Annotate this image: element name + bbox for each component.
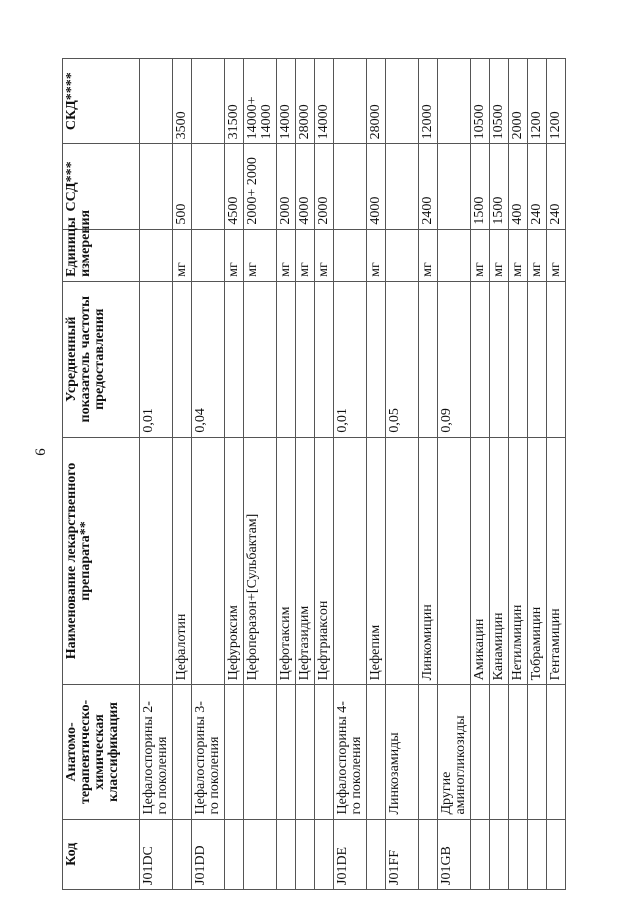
cell-ssd: 1500 (471, 144, 490, 229)
table-row (509, 59, 528, 890)
cell-code (277, 819, 296, 889)
cell-unit: мг (244, 229, 277, 281)
cell-frequency: 0,04 (192, 281, 225, 437)
cell-drug-name: Цефепим (367, 437, 386, 685)
cell-atc-class (547, 685, 566, 819)
cell-ssd (334, 144, 367, 229)
cell-frequency (225, 281, 244, 437)
cell-drug-name (140, 437, 173, 685)
cell-ssd: 4000 (296, 144, 315, 229)
cell-drug-name: Гентамицин (547, 437, 566, 685)
cell-code (471, 819, 490, 889)
cell-unit (438, 229, 471, 281)
cell-unit: мг (490, 229, 509, 281)
cell-ssd (192, 144, 225, 229)
cell-unit: мг (173, 229, 192, 281)
cell-atc-class (296, 685, 315, 819)
cell-skd (438, 59, 471, 144)
cell-drug-name: Цефуроксим (225, 437, 244, 685)
cell-ssd: 240 (547, 144, 566, 229)
cell-atc-class: Цефалоспорины 2-го поколения (140, 685, 173, 819)
cell-frequency: 0,09 (438, 281, 471, 437)
cell-frequency (528, 281, 547, 437)
table-row (244, 59, 277, 890)
header-atc-class: Анатомо-терапевтическо-химическая классификация (63, 685, 140, 819)
cell-drug-name: Канамицин (490, 437, 509, 685)
cell-drug-name: Цефотаксим (277, 437, 296, 685)
cell-atc-class (509, 685, 528, 819)
cell-atc-class (173, 685, 192, 819)
cell-atc-class: Другие аминогликозиды (438, 685, 471, 819)
table-row (140, 59, 173, 890)
cell-drug-name: Цефоперазон+[Сульбактам] (244, 437, 277, 685)
header-skd: СКД**** (63, 59, 140, 144)
cell-code: J01FF (386, 819, 419, 889)
table-row (277, 59, 296, 890)
cell-frequency: 0,05 (386, 281, 419, 437)
cell-frequency (419, 281, 438, 437)
cell-ssd: 1500 (490, 144, 509, 229)
cell-code: J01DD (192, 819, 225, 889)
cell-drug-name: Нетилмицин (509, 437, 528, 685)
cell-ssd (386, 144, 419, 229)
cell-code (419, 819, 438, 889)
table-row (367, 59, 386, 890)
table-row (334, 59, 367, 890)
cell-unit: мг (509, 229, 528, 281)
cell-skd: 14000 (277, 59, 296, 144)
cell-atc-class: Линкозамиды (386, 685, 419, 819)
page-number: 9 (31, 448, 48, 456)
cell-atc-class (225, 685, 244, 819)
cell-frequency: 0,01 (140, 281, 173, 437)
table-row (438, 59, 471, 890)
table-row (225, 59, 244, 890)
cell-code (528, 819, 547, 889)
cell-drug-name (192, 437, 225, 685)
table-header-row (63, 59, 140, 890)
cell-drug-name: Цефалотин (173, 437, 192, 685)
cell-frequency: 0,01 (334, 281, 367, 437)
cell-unit (140, 229, 173, 281)
cell-code: J01DE (334, 819, 367, 889)
cell-unit: мг (528, 229, 547, 281)
cell-code (315, 819, 334, 889)
cell-frequency (490, 281, 509, 437)
table-row (173, 59, 192, 890)
cell-frequency (244, 281, 277, 437)
cell-unit: мг (315, 229, 334, 281)
cell-unit: мг (277, 229, 296, 281)
cell-unit: мг (367, 229, 386, 281)
cell-code (547, 819, 566, 889)
cell-skd: 3500 (173, 59, 192, 144)
table-row (296, 59, 315, 890)
cell-ssd: 2000 (315, 144, 334, 229)
cell-unit: мг (471, 229, 490, 281)
cell-drug-name: Цефтриаксон (315, 437, 334, 685)
cell-frequency (277, 281, 296, 437)
cell-unit: мг (225, 229, 244, 281)
drug-table (62, 58, 566, 890)
cell-skd (140, 59, 173, 144)
cell-ssd: 500 (173, 144, 192, 229)
cell-atc-class (419, 685, 438, 819)
cell-atc-class: Цефалоспорины 3-го поколения (192, 685, 225, 819)
cell-ssd: 400 (509, 144, 528, 229)
table-row (547, 59, 566, 890)
cell-frequency (509, 281, 528, 437)
cell-skd: 2000 (509, 59, 528, 144)
cell-skd: 12000 (419, 59, 438, 144)
cell-unit: мг (547, 229, 566, 281)
cell-frequency (471, 281, 490, 437)
header-ssd: ССД*** (63, 144, 140, 229)
table-row (192, 59, 225, 890)
table-row (419, 59, 438, 890)
header-unit: Единицы измерения (63, 229, 140, 281)
cell-frequency (173, 281, 192, 437)
cell-skd: 10500 (490, 59, 509, 144)
cell-frequency (367, 281, 386, 437)
cell-ssd: 2400 (419, 144, 438, 229)
table-body (140, 59, 566, 890)
cell-ssd: 4000 (367, 144, 386, 229)
cell-skd: 14000+ 14000 (244, 59, 277, 144)
cell-ssd: 2000 (277, 144, 296, 229)
cell-atc-class (490, 685, 509, 819)
cell-code (225, 819, 244, 889)
cell-atc-class (244, 685, 277, 819)
cell-frequency (315, 281, 334, 437)
cell-drug-name (386, 437, 419, 685)
cell-frequency (547, 281, 566, 437)
cell-unit (192, 229, 225, 281)
cell-code (367, 819, 386, 889)
cell-skd: 31500 (225, 59, 244, 144)
cell-skd: 10500 (471, 59, 490, 144)
cell-unit (334, 229, 367, 281)
cell-code: J01DC (140, 819, 173, 889)
table-row (386, 59, 419, 890)
cell-atc-class (277, 685, 296, 819)
cell-code (296, 819, 315, 889)
cell-unit (386, 229, 419, 281)
table-row (490, 59, 509, 890)
cell-ssd: 240 (528, 144, 547, 229)
header-frequency: Усредненный показатель частоты предоставления (63, 281, 140, 437)
cell-skd (386, 59, 419, 144)
cell-skd: 28000 (296, 59, 315, 144)
cell-skd: 28000 (367, 59, 386, 144)
cell-atc-class: Цефалоспорины 4-го поколения (334, 685, 367, 819)
cell-skd (334, 59, 367, 144)
cell-atc-class (315, 685, 334, 819)
cell-atc-class (367, 685, 386, 819)
cell-atc-class (471, 685, 490, 819)
cell-unit: мг (296, 229, 315, 281)
cell-skd: 14000 (315, 59, 334, 144)
cell-drug-name: Цефтазидим (296, 437, 315, 685)
cell-frequency (296, 281, 315, 437)
rotated-table-container (62, 58, 568, 890)
cell-code: J01GB (438, 819, 471, 889)
cell-drug-name: Амикацин (471, 437, 490, 685)
cell-drug-name (438, 437, 471, 685)
cell-skd: 1200 (547, 59, 566, 144)
cell-ssd: 2000+ 2000 (244, 144, 277, 229)
header-drug-name: Наименование лекарственного препарата** (63, 437, 140, 685)
cell-code (244, 819, 277, 889)
cell-ssd (438, 144, 471, 229)
header-code: Код (63, 819, 140, 889)
cell-drug-name (334, 437, 367, 685)
table-row (315, 59, 334, 890)
cell-drug-name: Тобрамицин (528, 437, 547, 685)
cell-drug-name: Линкомицин (419, 437, 438, 685)
cell-skd (192, 59, 225, 144)
cell-ssd (140, 144, 173, 229)
cell-unit: мг (419, 229, 438, 281)
cell-code (490, 819, 509, 889)
cell-code (509, 819, 528, 889)
table-row (528, 59, 547, 890)
cell-ssd: 4500 (225, 144, 244, 229)
table-row (471, 59, 490, 890)
cell-code (173, 819, 192, 889)
cell-atc-class (528, 685, 547, 819)
cell-skd: 1200 (528, 59, 547, 144)
